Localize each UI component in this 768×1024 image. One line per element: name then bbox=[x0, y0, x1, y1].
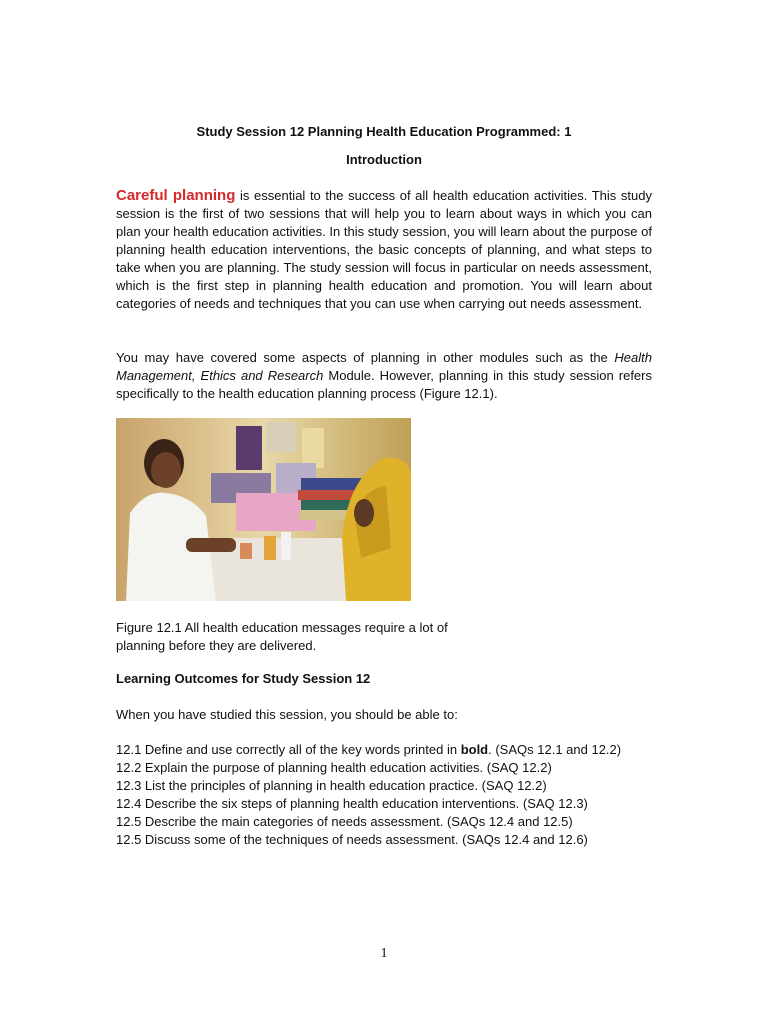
outcome-item-text: . (SAQs 12.1 and 12.2) bbox=[488, 742, 622, 757]
outcome-bold-word: bold bbox=[460, 742, 489, 757]
page-number: 1 bbox=[380, 946, 388, 961]
outcome-item: 12.2 Explain the purpose of planning health education activities. (SAQ 12.2) bbox=[116, 760, 552, 775]
intro-text: is essential to the success of all health education activities. This study session is the first of two sessions that will help you to learn about ways in which you can plan your health education activities. In this study session, you will learn about the purpose of planning health education interventions, the basic concepts of planning, and what steps to take when you are planning. The study session will focus in particular on needs assessment, which is the first step in planning health education and promotion. You will learn about categories of needs and techniques that you can use when carrying out needs assessment. bbox=[116, 188, 652, 311]
outcome-item: 12.5 Discuss some of the techniques of needs assessment. (SAQs 12.4 and 12.6) bbox=[116, 832, 588, 847]
outcomes-lead-sentence: When you have studied this session, you should be able to: bbox=[116, 707, 458, 722]
intro-paragraph bbox=[116, 187, 652, 313]
second-paragraph bbox=[116, 349, 652, 403]
outcome-item bbox=[116, 741, 652, 759]
outcome-item-text: 12.1 Define and use correctly all of the key words printed in bbox=[116, 742, 461, 757]
session-title: Study Session 12 Planning Health Education Programmed: 1 bbox=[196, 124, 572, 139]
careful-planning-highlight: Careful planning bbox=[116, 187, 236, 204]
module-name-italic: Health Management, Ethics and Research bbox=[116, 350, 652, 383]
outcome-item: 12.4 Describe the six steps of planning health education interventions. (SAQ 12.3) bbox=[116, 796, 588, 811]
para2-part1: You may have covered some aspects of planning in other modules such as the bbox=[116, 350, 615, 365]
learning-outcomes-heading: Learning Outcomes for Study Session 12 bbox=[116, 671, 371, 686]
para2-part2: Module. However, planning in this study session refers specifically to the health education planning process (Figure 12.1). bbox=[116, 368, 652, 401]
figure-caption bbox=[116, 619, 496, 655]
outcome-item: 12.3 List the principles of planning in health education practice. (SAQ 12.2) bbox=[116, 778, 547, 793]
figure-photo bbox=[116, 418, 411, 601]
caption-line-2: planning before they are delivered. bbox=[116, 638, 317, 653]
learning-outcomes-list bbox=[116, 741, 652, 849]
outcome-item: 12.5 Describe the main categories of needs assessment. (SAQs 12.4 and 12.5) bbox=[116, 814, 573, 829]
section-heading-introduction: Introduction bbox=[346, 152, 422, 167]
caption-line-1: Figure 12.1 All health education messages require a lot of bbox=[116, 620, 448, 635]
health-worker-consultation-image bbox=[116, 418, 411, 601]
